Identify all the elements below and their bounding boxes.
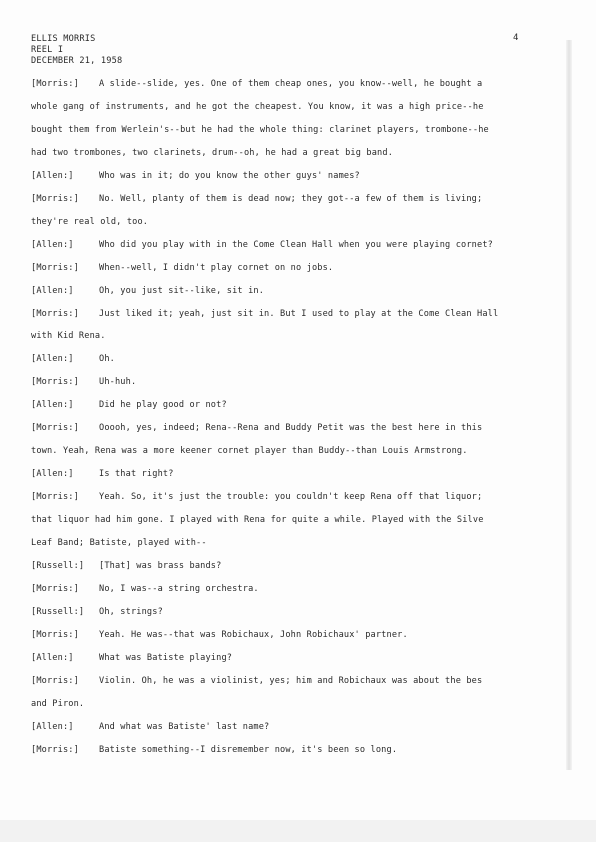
speaker-label: [Allen:] xyxy=(31,239,74,250)
line-text: Batiste something--I disremember now, it's been so long. xyxy=(99,744,398,755)
line-text: whole gang of instruments, and he got the cheapest. You know, it was a high price--he xyxy=(31,101,484,112)
speaker-label: [Allen:] xyxy=(31,400,74,411)
transcript-line xyxy=(31,745,397,756)
line-text: that liquor had him gone. I played with Rena for quite a while. Played with the Silve xyxy=(31,515,484,526)
line-text: Is that right? xyxy=(99,469,174,480)
transcript-line xyxy=(31,469,174,480)
line-text: Yeah. So, it's just the trouble: you couldn't keep Rena off that liquor; xyxy=(99,492,483,503)
transcript-line xyxy=(31,699,84,710)
transcript-line xyxy=(31,377,136,388)
speaker-label: [Russell:] xyxy=(31,560,85,571)
line-text: What was Batiste playing? xyxy=(99,652,233,663)
speaker-label: [Allen:] xyxy=(31,354,74,365)
line-text: Oh, strings? xyxy=(99,606,163,617)
line-text: A slide--slide, yes. One of them cheap ones, you know--well, he bought a xyxy=(99,79,483,89)
transcript-line xyxy=(31,125,489,136)
speaker-label: [Russell:] xyxy=(31,606,85,617)
transcript-line xyxy=(31,240,493,251)
line-text: they're real old, too. xyxy=(31,216,149,227)
line-text: Yeah. He was--that was Robichaux, John Robichaux' partner. xyxy=(99,629,408,640)
line-text: Who did you play with in the Come Clean Hall when you were playing cornet? xyxy=(99,239,493,250)
transcript-line xyxy=(31,676,482,687)
transcript-line xyxy=(31,286,264,297)
scan-bottom-margin xyxy=(0,820,596,842)
line-text: Ooooh, yes, indeed; Rena--Rena and Buddy Petit was the best here in this xyxy=(99,423,483,434)
transcript-line xyxy=(31,584,259,595)
transcript-line xyxy=(31,630,408,641)
transcript-line xyxy=(31,492,482,503)
transcript-line xyxy=(31,263,333,274)
transcript-line xyxy=(31,102,484,113)
line-text: Oh, you just sit--like, sit in. xyxy=(99,285,265,296)
line-text: Just liked it; yeah, just sit in. But I used to play at the Come Clean Hall xyxy=(99,308,499,319)
line-text: and Piron. xyxy=(31,698,85,709)
line-text: And what was Batiste' last name? xyxy=(99,721,270,732)
transcript-line xyxy=(31,607,163,618)
line-text: Oh. xyxy=(99,354,115,365)
page-number: 4 xyxy=(513,33,519,43)
speaker-label: [Allen:] xyxy=(31,285,74,296)
speaker-label: [Morris:] xyxy=(31,629,79,640)
speaker-label: [Morris:] xyxy=(31,308,79,319)
speaker-label: [Morris:] xyxy=(31,744,79,755)
transcript-line xyxy=(31,331,106,342)
interview-date: DECEMBER 21, 1958 xyxy=(31,56,123,66)
interviewee-name: ELLIS MORRIS xyxy=(31,34,96,44)
transcript-line xyxy=(31,148,393,159)
transcript-line xyxy=(31,217,148,228)
speaker-label: [Morris:] xyxy=(31,262,79,273)
line-text: Who was in it; do you know the other guys' names? xyxy=(99,170,360,181)
line-text: No, I was--a string orchestra. xyxy=(99,583,259,594)
scan-edge-shadow xyxy=(566,40,572,770)
speaker-label: [Allen:] xyxy=(31,721,74,732)
line-text: had two trombones, two clarinets, drum--oh, he had a great big band. xyxy=(31,147,394,158)
line-text: Violin. Oh, he was a violinist, yes; him and Robichaux was about the bes xyxy=(99,675,483,686)
transcript-line xyxy=(31,79,482,90)
speaker-label: [Allen:] xyxy=(31,652,74,663)
line-text: Did he play good or not? xyxy=(99,400,227,411)
speaker-label: [Allen:] xyxy=(31,469,74,480)
speaker-label: [Morris:] xyxy=(31,675,79,686)
speaker-label: [Morris:] xyxy=(31,377,79,388)
line-text: When--well, I didn't play cornet on no jobs. xyxy=(99,262,334,273)
transcript-line xyxy=(31,653,232,664)
speaker-label: [Morris:] xyxy=(31,492,79,503)
transcript-line xyxy=(31,194,482,205)
line-text: [That] was brass bands? xyxy=(99,560,222,571)
transcript-line xyxy=(31,538,207,549)
line-text: Leaf Band; Batiste, played with-- xyxy=(31,538,207,548)
transcript-line xyxy=(31,423,482,434)
line-text: bought them from Werlein's--but he had the whole thing: clarinet players, trombone--he xyxy=(31,124,489,135)
transcript-line xyxy=(31,354,115,365)
speaker-label: [Morris:] xyxy=(31,79,79,89)
speaker-label: [Allen:] xyxy=(31,170,74,181)
line-text: with Kid Rena. xyxy=(31,331,106,342)
transcript-line xyxy=(31,515,484,526)
transcript-line xyxy=(31,446,468,457)
reel-label: REEL I xyxy=(31,45,64,55)
line-text: town. Yeah, Rena was a more keener cornet player than Buddy--than Louis Armstrong. xyxy=(31,446,468,457)
line-text: No. Well, planty of them is dead now; they got--a few of them is living; xyxy=(99,193,483,204)
transcript-line xyxy=(31,722,269,733)
speaker-label: [Morris:] xyxy=(31,423,79,434)
speaker-label: [Morris:] xyxy=(31,583,79,594)
line-text: Uh-huh. xyxy=(99,377,137,388)
document-header xyxy=(31,34,122,67)
transcript-line xyxy=(31,400,227,411)
transcript-line xyxy=(31,561,221,572)
speaker-label: [Morris:] xyxy=(31,193,79,204)
transcript-line xyxy=(31,171,360,182)
transcript-line xyxy=(31,309,498,320)
